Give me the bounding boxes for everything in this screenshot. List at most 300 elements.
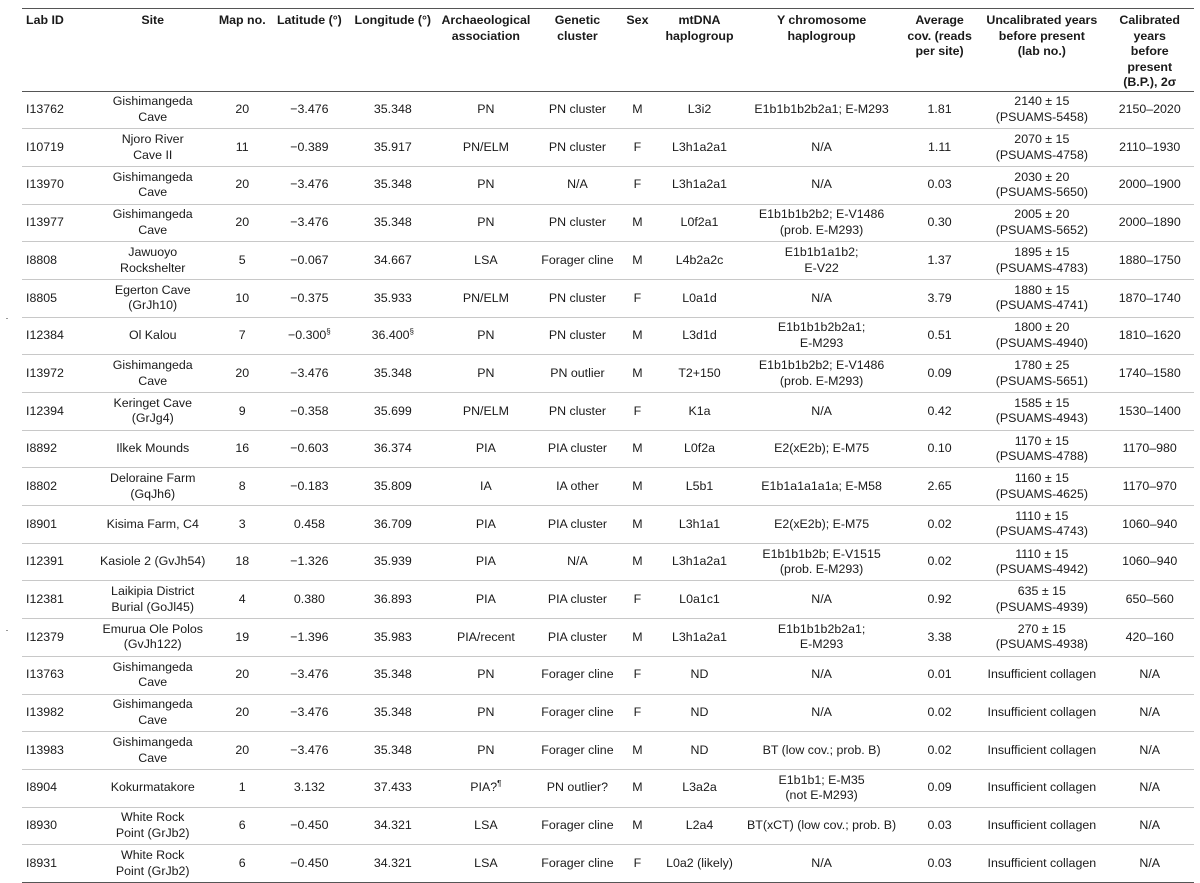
table-cell: 1170–980 — [1105, 430, 1194, 468]
table-cell: 1810–1620 — [1105, 317, 1194, 355]
table-cell: 1160 ± 15 (PSUAMS-4625) — [978, 468, 1105, 506]
table-cell: I8930 — [22, 807, 89, 845]
column-header: mtDNA haplogroup — [665, 13, 734, 43]
table-cell: Forager cline — [537, 694, 618, 732]
table-cell: L3d1d — [657, 317, 742, 355]
table-cell: M — [618, 204, 657, 242]
table-cell: 35.809 — [351, 468, 435, 506]
table-cell: 36.893 — [351, 581, 435, 619]
table-cell: PIA cluster — [537, 430, 618, 468]
table-cell: 35.348 — [351, 204, 435, 242]
table-cell: I8802 — [22, 468, 89, 506]
table-cell: Njoro River Cave II — [89, 129, 216, 167]
table-cell: 2140 ± 15 (PSUAMS-5458) — [978, 91, 1105, 129]
table-cell: PN/ELM — [435, 279, 537, 317]
table-cell: 36.374 — [351, 430, 435, 468]
table-cell: 10 — [216, 279, 268, 317]
table-cell: 0.03 — [901, 807, 978, 845]
footnote-mark: § — [409, 327, 414, 337]
table-cell: 35.348 — [351, 732, 435, 770]
table-cell: L2a4 — [657, 807, 742, 845]
table-cell: 20 — [216, 91, 268, 129]
table-cell: PN cluster — [537, 279, 618, 317]
table-cell: 1170–970 — [1105, 468, 1194, 506]
column-header: Lab ID — [26, 13, 64, 27]
table-cell: Insufficient collagen — [978, 845, 1105, 883]
table-cell: 35.348 — [351, 656, 435, 694]
table-cell: K1a — [657, 393, 742, 431]
table-cell: M — [618, 543, 657, 581]
table-cell: Insufficient collagen — [978, 694, 1105, 732]
table-cell: 1.81 — [901, 91, 978, 129]
table-cell: M — [618, 242, 657, 280]
table-row — [22, 807, 1194, 845]
column-header: Site — [141, 13, 165, 27]
table-cell: 1060–940 — [1105, 506, 1194, 544]
table-cell: L0a1c1 — [657, 581, 742, 619]
table-cell: I12394 — [22, 393, 89, 431]
column-header: Sex — [626, 13, 649, 27]
table-cell: BT (low cov.; prob. B) — [742, 732, 901, 770]
table-cell: 2070 ± 15 (PSUAMS-4758) — [978, 129, 1105, 167]
table-cell: N/A — [537, 166, 618, 204]
table-cell: 1170 ± 15 (PSUAMS-4788) — [978, 430, 1105, 468]
footnote-mark: § — [326, 327, 331, 337]
column-header: Calibrated years before present (B.P.), 2σ — [1119, 13, 1180, 89]
table-cell: Gishimangeda Cave — [89, 166, 216, 204]
table-cell: ND — [657, 656, 742, 694]
table-cell: 16 — [216, 430, 268, 468]
table-cell: PN — [435, 91, 537, 129]
table-cell: Kisima Farm, C4 — [89, 506, 216, 544]
table-cell: M — [618, 91, 657, 129]
table-cell: Forager cline — [537, 807, 618, 845]
column-header: Archaeological association — [441, 13, 531, 43]
table-cell: 11 — [216, 129, 268, 167]
table-cell: 1 — [216, 769, 268, 807]
column-header: Map no. — [218, 13, 266, 27]
table-row — [22, 619, 1194, 657]
table-row — [22, 317, 1194, 355]
table-cell: −0.067 — [268, 242, 350, 280]
table-cell: L3h1a2a1 — [657, 619, 742, 657]
table-cell: I8892 — [22, 430, 89, 468]
table-cell: 34.667 — [351, 242, 435, 280]
table-cell: IA — [435, 468, 537, 506]
table-row — [22, 468, 1194, 506]
table-cell: White Rock Point (GrJb2) — [89, 845, 216, 883]
table-cell: 2000–1890 — [1105, 204, 1194, 242]
table-cell: −0.183 — [268, 468, 350, 506]
table-cell: N/A — [1105, 769, 1194, 807]
table-cell: −3.476 — [268, 204, 350, 242]
table-cell: I8901 — [22, 506, 89, 544]
table-cell: 1585 ± 15 (PSUAMS-4943) — [978, 393, 1105, 431]
table-cell: 1870–1740 — [1105, 279, 1194, 317]
table-cell: −0.300§ — [268, 317, 350, 355]
table-cell: 4 — [216, 581, 268, 619]
table-cell: E1b1a1a1a1a; E-M58 — [742, 468, 901, 506]
table-cell: Forager cline — [537, 845, 618, 883]
table-cell: 20 — [216, 355, 268, 393]
table-cell: 420–160 — [1105, 619, 1194, 657]
table-cell: 0.02 — [901, 506, 978, 544]
table-cell: 8 — [216, 468, 268, 506]
table-cell: F — [618, 581, 657, 619]
table-cell: 1895 ± 15 (PSUAMS-4783) — [978, 242, 1105, 280]
table-cell: N/A — [742, 279, 901, 317]
table-cell: L3i2 — [657, 91, 742, 129]
table-cell: I10719 — [22, 129, 89, 167]
table-cell: F — [618, 694, 657, 732]
table-cell: −3.476 — [268, 694, 350, 732]
table-cell: L0f2a — [657, 430, 742, 468]
table-cell: N/A — [1105, 845, 1194, 883]
table-cell: I8931 — [22, 845, 89, 883]
table-cell: PN outlier? — [537, 769, 618, 807]
table-cell: 1110 ± 15 (PSUAMS-4942) — [978, 543, 1105, 581]
table-cell: 35.983 — [351, 619, 435, 657]
table-cell: 35.348 — [351, 355, 435, 393]
table-body — [22, 91, 1194, 882]
table-cell: −3.476 — [268, 732, 350, 770]
table-cell: I12384 — [22, 317, 89, 355]
table-cell: L3h1a1 — [657, 506, 742, 544]
table-cell: 0.03 — [901, 166, 978, 204]
table-cell: I13982 — [22, 694, 89, 732]
table-cell: I13983 — [22, 732, 89, 770]
table-cell: PIA — [435, 581, 537, 619]
table-cell: Deloraine Farm (GqJh6) — [89, 468, 216, 506]
table-cell: 20 — [216, 656, 268, 694]
table-cell: M — [618, 619, 657, 657]
table-cell: 35.939 — [351, 543, 435, 581]
table-cell: 2005 ± 20 (PSUAMS-5652) — [978, 204, 1105, 242]
table-cell: 20 — [216, 694, 268, 732]
table-cell: PN — [435, 166, 537, 204]
table-cell: Egerton Cave (GrJh10) — [89, 279, 216, 317]
table-cell: 35.348 — [351, 694, 435, 732]
table-cell: L5b1 — [657, 468, 742, 506]
table-cell: 2150–2020 — [1105, 91, 1194, 129]
table-cell: 0.51 — [901, 317, 978, 355]
table-cell: PN/ELM — [435, 129, 537, 167]
table-cell: M — [618, 506, 657, 544]
table-cell: Insufficient collagen — [978, 732, 1105, 770]
table-cell: Kokurmatakore — [89, 769, 216, 807]
table-cell: 34.321 — [351, 845, 435, 883]
column-header: Latitude (°) — [276, 13, 342, 27]
table-cell: L3h1a2a1 — [657, 543, 742, 581]
table-cell: 34.321 — [351, 807, 435, 845]
table-cell: −3.476 — [268, 355, 350, 393]
column-header: Longitude (°) — [354, 13, 432, 27]
table-cell: I12381 — [22, 581, 89, 619]
table-cell: PIA cluster — [537, 581, 618, 619]
table-cell: PN — [435, 656, 537, 694]
table-cell: N/A — [742, 581, 901, 619]
table-cell: 1800 ± 20 (PSUAMS-4940) — [978, 317, 1105, 355]
table-cell: I8808 — [22, 242, 89, 280]
table-row — [22, 543, 1194, 581]
table-cell: PIA cluster — [537, 506, 618, 544]
table-cell: LSA — [435, 807, 537, 845]
table-cell: ND — [657, 732, 742, 770]
table-cell: Gishimangeda Cave — [89, 91, 216, 129]
table-cell: 1740–1580 — [1105, 355, 1194, 393]
table-cell: L3h1a2a1 — [657, 129, 742, 167]
table-cell: 36.400§ — [351, 317, 435, 355]
table-cell: PN cluster — [537, 393, 618, 431]
table-cell: E1b1b1; E-M35 (not E-M293) — [742, 769, 901, 807]
table-cell: IA other — [537, 468, 618, 506]
table-cell: 0.92 — [901, 581, 978, 619]
table-row — [22, 242, 1194, 280]
table-cell: PIA?¶ — [435, 769, 537, 807]
table-cell: PN — [435, 355, 537, 393]
table-cell: 35.933 — [351, 279, 435, 317]
table-cell: 0.01 — [901, 656, 978, 694]
table-cell: 0.09 — [901, 769, 978, 807]
table-cell: 1.11 — [901, 129, 978, 167]
table-cell: E2(xE2b); E-M75 — [742, 430, 901, 468]
table-cell: 0.42 — [901, 393, 978, 431]
table-cell: 5 — [216, 242, 268, 280]
table-cell: Forager cline — [537, 242, 618, 280]
table-cell: PN cluster — [537, 129, 618, 167]
table-cell: −0.389 — [268, 129, 350, 167]
table-cell: PIA — [435, 543, 537, 581]
column-header: Uncalibrated years before present (lab no.) — [986, 13, 1098, 58]
table-cell: F — [618, 845, 657, 883]
table-cell: 18 — [216, 543, 268, 581]
margin-tick — [6, 630, 8, 631]
table-cell: 650–560 — [1105, 581, 1194, 619]
table-cell: 19 — [216, 619, 268, 657]
table-cell: E1b1b1a1b2; E-V22 — [742, 242, 901, 280]
table-cell: F — [618, 129, 657, 167]
table-cell: I13763 — [22, 656, 89, 694]
table-cell: 20 — [216, 204, 268, 242]
table-row — [22, 581, 1194, 619]
table-cell: 0.10 — [901, 430, 978, 468]
table-cell: PIA/recent — [435, 619, 537, 657]
table-cell: M — [618, 468, 657, 506]
table-row — [22, 694, 1194, 732]
table-cell: −1.396 — [268, 619, 350, 657]
table-cell: 270 ± 15 (PSUAMS-4938) — [978, 619, 1105, 657]
table-cell: E1b1b1b2b2a1; E-M293 — [742, 317, 901, 355]
table-cell: 1780 ± 25 (PSUAMS-5651) — [978, 355, 1105, 393]
table-cell: 3.132 — [268, 769, 350, 807]
table-cell: −0.450 — [268, 807, 350, 845]
table-cell: −0.603 — [268, 430, 350, 468]
table-cell: Gishimangeda Cave — [89, 732, 216, 770]
table-cell: M — [618, 732, 657, 770]
table-cell: 1880–1750 — [1105, 242, 1194, 280]
table-cell: 1060–940 — [1105, 543, 1194, 581]
table-cell: E2(xE2b); E-M75 — [742, 506, 901, 544]
table-cell: Keringet Cave (GrJg4) — [89, 393, 216, 431]
table-cell: N/A — [1105, 694, 1194, 732]
footnote-mark: ¶ — [497, 779, 502, 789]
table-cell: 6 — [216, 845, 268, 883]
table-cell: M — [618, 430, 657, 468]
table-cell: −3.476 — [268, 166, 350, 204]
table-cell: E1b1b1b2b2; E-V1486 (prob. E-M293) — [742, 355, 901, 393]
table-row — [22, 279, 1194, 317]
table-cell: −0.375 — [268, 279, 350, 317]
table-cell: 20 — [216, 166, 268, 204]
table-cell: E1b1b1b2b2a1; E-M293 — [742, 619, 901, 657]
table-cell: N/A — [742, 166, 901, 204]
table-cell: BT(xCT) (low cov.; prob. B) — [742, 807, 901, 845]
table-cell: PIA cluster — [537, 619, 618, 657]
table-cell: E1b1b1b2b2; E-V1486 (prob. E-M293) — [742, 204, 901, 242]
table-cell: N/A — [742, 694, 901, 732]
table-cell: L0a2 (likely) — [657, 845, 742, 883]
table-cell: Jawuoyo Rockshelter — [89, 242, 216, 280]
table-cell: N/A — [742, 393, 901, 431]
table-cell: Insufficient collagen — [978, 769, 1105, 807]
table-cell: PN — [435, 204, 537, 242]
table-cell: N/A — [1105, 807, 1194, 845]
table-cell: 0.03 — [901, 845, 978, 883]
table-cell: −1.326 — [268, 543, 350, 581]
table-cell: 0.380 — [268, 581, 350, 619]
table-cell: Gishimangeda Cave — [89, 656, 216, 694]
table-cell: Forager cline — [537, 656, 618, 694]
table-cell: 36.709 — [351, 506, 435, 544]
table-cell: 3 — [216, 506, 268, 544]
table-cell: M — [618, 317, 657, 355]
table-cell: I13970 — [22, 166, 89, 204]
table-cell: I13977 — [22, 204, 89, 242]
table-row — [22, 732, 1194, 770]
table-cell: −0.358 — [268, 393, 350, 431]
table-cell: −3.476 — [268, 91, 350, 129]
table-cell: PN outlier — [537, 355, 618, 393]
table-row — [22, 204, 1194, 242]
table-cell: PN — [435, 694, 537, 732]
table-cell: L0f2a1 — [657, 204, 742, 242]
table-cell: T2+150 — [657, 355, 742, 393]
table-cell: F — [618, 279, 657, 317]
table-cell: 35.348 — [351, 166, 435, 204]
table-cell: N/A — [742, 656, 901, 694]
table-cell: 2000–1900 — [1105, 166, 1194, 204]
table-cell: Emurua Ole Polos (GvJh122) — [89, 619, 216, 657]
table-row — [22, 393, 1194, 431]
table-cell: N/A — [1105, 732, 1194, 770]
table-cell: 0.02 — [901, 694, 978, 732]
table-cell: M — [618, 355, 657, 393]
table-row — [22, 129, 1194, 167]
table-cell: 0.02 — [901, 732, 978, 770]
table-cell: 1530–1400 — [1105, 393, 1194, 431]
table-cell: 0.458 — [268, 506, 350, 544]
table-row — [22, 91, 1194, 129]
table-cell: 3.38 — [901, 619, 978, 657]
table-cell: Laikipia District Burial (GoJl45) — [89, 581, 216, 619]
table-cell: 0.02 — [901, 543, 978, 581]
table-cell: 9 — [216, 393, 268, 431]
table-cell: 2.65 — [901, 468, 978, 506]
table-cell: Gishimangeda Cave — [89, 204, 216, 242]
table-cell: Insufficient collagen — [978, 807, 1105, 845]
table-cell: PN/ELM — [435, 393, 537, 431]
table-cell: 35.917 — [351, 129, 435, 167]
column-header: Average cov. (reads per site) — [907, 13, 972, 58]
table-cell: 20 — [216, 732, 268, 770]
table-cell: L4b2a2c — [657, 242, 742, 280]
table-cell: 1110 ± 15 (PSUAMS-4743) — [978, 506, 1105, 544]
table-cell: 2030 ± 20 (PSUAMS-5650) — [978, 166, 1105, 204]
table-cell: M — [618, 769, 657, 807]
table-cell: Kasiole 2 (GvJh54) — [89, 543, 216, 581]
table-cell: F — [618, 393, 657, 431]
table-cell: White Rock Point (GrJb2) — [89, 807, 216, 845]
table-cell: PN — [435, 317, 537, 355]
table-cell: PN cluster — [537, 91, 618, 129]
table-cell: I12379 — [22, 619, 89, 657]
table-cell: Forager cline — [537, 732, 618, 770]
table-cell: Gishimangeda Cave — [89, 694, 216, 732]
table-cell: L0a1d — [657, 279, 742, 317]
table-cell: 1880 ± 15 (PSUAMS-4741) — [978, 279, 1105, 317]
table-cell: N/A — [742, 845, 901, 883]
table-cell: 2110–1930 — [1105, 129, 1194, 167]
table-row — [22, 355, 1194, 393]
table-cell: I8805 — [22, 279, 89, 317]
table-row — [22, 769, 1194, 807]
table-header — [22, 9, 1194, 92]
table-cell: Ol Kalou — [89, 317, 216, 355]
table-cell: N/A — [1105, 656, 1194, 694]
table-cell: PIA — [435, 430, 537, 468]
table-cell: F — [618, 656, 657, 694]
table-row — [22, 656, 1194, 694]
table-cell: 35.348 — [351, 91, 435, 129]
column-header: Genetic cluster — [554, 13, 601, 43]
data-table — [22, 8, 1194, 883]
table-cell: PN — [435, 732, 537, 770]
table-cell: LSA — [435, 242, 537, 280]
table-cell: 35.699 — [351, 393, 435, 431]
table-cell: PIA — [435, 506, 537, 544]
table-cell: 7 — [216, 317, 268, 355]
column-header: Y chromosome haplogroup — [776, 13, 867, 43]
table-cell: 3.79 — [901, 279, 978, 317]
table-cell: 37.433 — [351, 769, 435, 807]
margin-tick — [6, 318, 8, 319]
table-cell: E1b1b1b2b2a1; E-M293 — [742, 91, 901, 129]
table-cell: E1b1b1b2b; E-V1515 (prob. E-M293) — [742, 543, 901, 581]
table-cell: I13762 — [22, 91, 89, 129]
table-row — [22, 506, 1194, 544]
table-cell: N/A — [537, 543, 618, 581]
table-cell: Ilkek Mounds — [89, 430, 216, 468]
table-cell: −0.450 — [268, 845, 350, 883]
table-row — [22, 430, 1194, 468]
table-cell: I8904 — [22, 769, 89, 807]
table-cell: L3a2a — [657, 769, 742, 807]
table-cell: L3h1a2a1 — [657, 166, 742, 204]
table-row — [22, 166, 1194, 204]
table-cell: F — [618, 166, 657, 204]
table-row — [22, 845, 1194, 883]
table-cell: PN cluster — [537, 204, 618, 242]
